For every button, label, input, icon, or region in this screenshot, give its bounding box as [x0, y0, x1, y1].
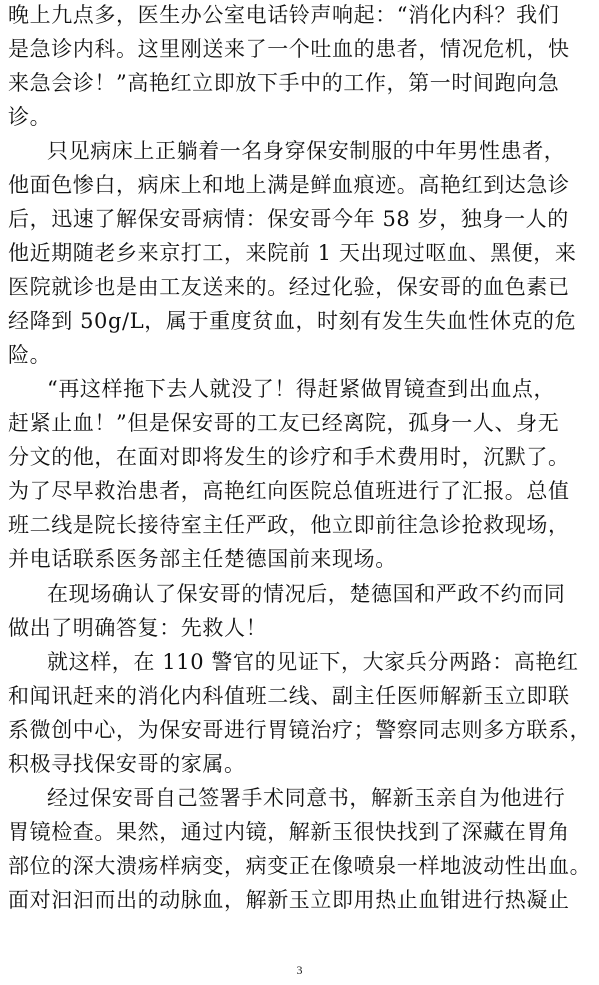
text-line: 他近期随老乡来京打工，来院前 1 天出现过呕血、黑便，来 — [8, 241, 577, 265]
text-line: 胃镜检查。果然，通过内镜，解新玉很快找到了深藏在胃角 — [8, 820, 570, 844]
text-line: 并电话联系医务部主任楚德国前来现场。 — [8, 547, 397, 571]
text-line: 班二线是院长接待室主任严政，他立即前往急诊抢救现场， — [8, 513, 570, 537]
text-line: 面对汩汩而出的动脉血，解新玉立即用热止血钳进行热凝止 — [8, 888, 570, 912]
text-line: 在现场确认了保安哥的情况后，楚德国和严政不约而同 — [47, 582, 566, 606]
text-line: 就这样，在 110 警官的见证下，大家兵分两路：高艳红 — [47, 650, 579, 674]
text-line: 经过保安哥自己签署手术同意书，解新玉亲自为他进行 — [47, 786, 566, 810]
text-line: 后，迅速了解保安哥病情：保安哥今年 58 岁，独身一人的 — [8, 207, 569, 231]
text-line: 部位的深大溃疡样病变，病变正在像喷泉一样地波动性出血。 — [8, 854, 592, 878]
text-line: 险。 — [8, 343, 52, 367]
text-line: 来急会诊！”高艳红立即放下手中的工作，第一时间跑向急 — [8, 71, 560, 95]
text-line: 诊。 — [8, 105, 52, 129]
text-line: 系微创中心，为保安哥进行胃镜治疗；警察同志则多方联系， — [8, 718, 592, 742]
text-line: 做出了明确答复：先救人！ — [8, 616, 268, 640]
page-number: 3 — [296, 963, 303, 977]
text-line: 晚上九点多，医生办公室电话铃声响起：“消化内科？我们 — [8, 3, 560, 27]
text-line: 赶紧止血！”但是保安哥的工友已经离院，孤身一人、身无 — [8, 411, 560, 435]
text-line: 是急诊内科。这里刚送来了一个吐血的患者，情况危机，快 — [8, 37, 570, 61]
text-line: 他面色惨白，病床上和地上满是鲜血痕迹。高艳红到达急诊 — [8, 173, 570, 197]
text-line: 为了尽早救治患者，高艳红向医院总值班进行了汇报。总值 — [8, 479, 570, 503]
text-line: 分文的他，在面对即将发生的诊疗和手术费用时，沉默了。 — [8, 445, 570, 469]
text-line: 只见病床上正躺着一名身穿保安制服的中年男性患者， — [47, 139, 566, 163]
text-line: “再这样拖下去人就没了！得赶紧做胃镜查到出血点， — [47, 377, 556, 401]
text-line: 和闻讯赶来的消化内科值班二线、副主任医师解新玉立即联 — [8, 684, 570, 708]
text-line: 医院就诊也是由工友送来的。经过化验，保安哥的血色素已 — [8, 275, 570, 299]
text-line: 积极寻找保安哥的家属。 — [8, 752, 246, 776]
text-line: 经降到 50g/L，属于重度贫血，时刻有发生失血性休克的危 — [8, 309, 577, 333]
